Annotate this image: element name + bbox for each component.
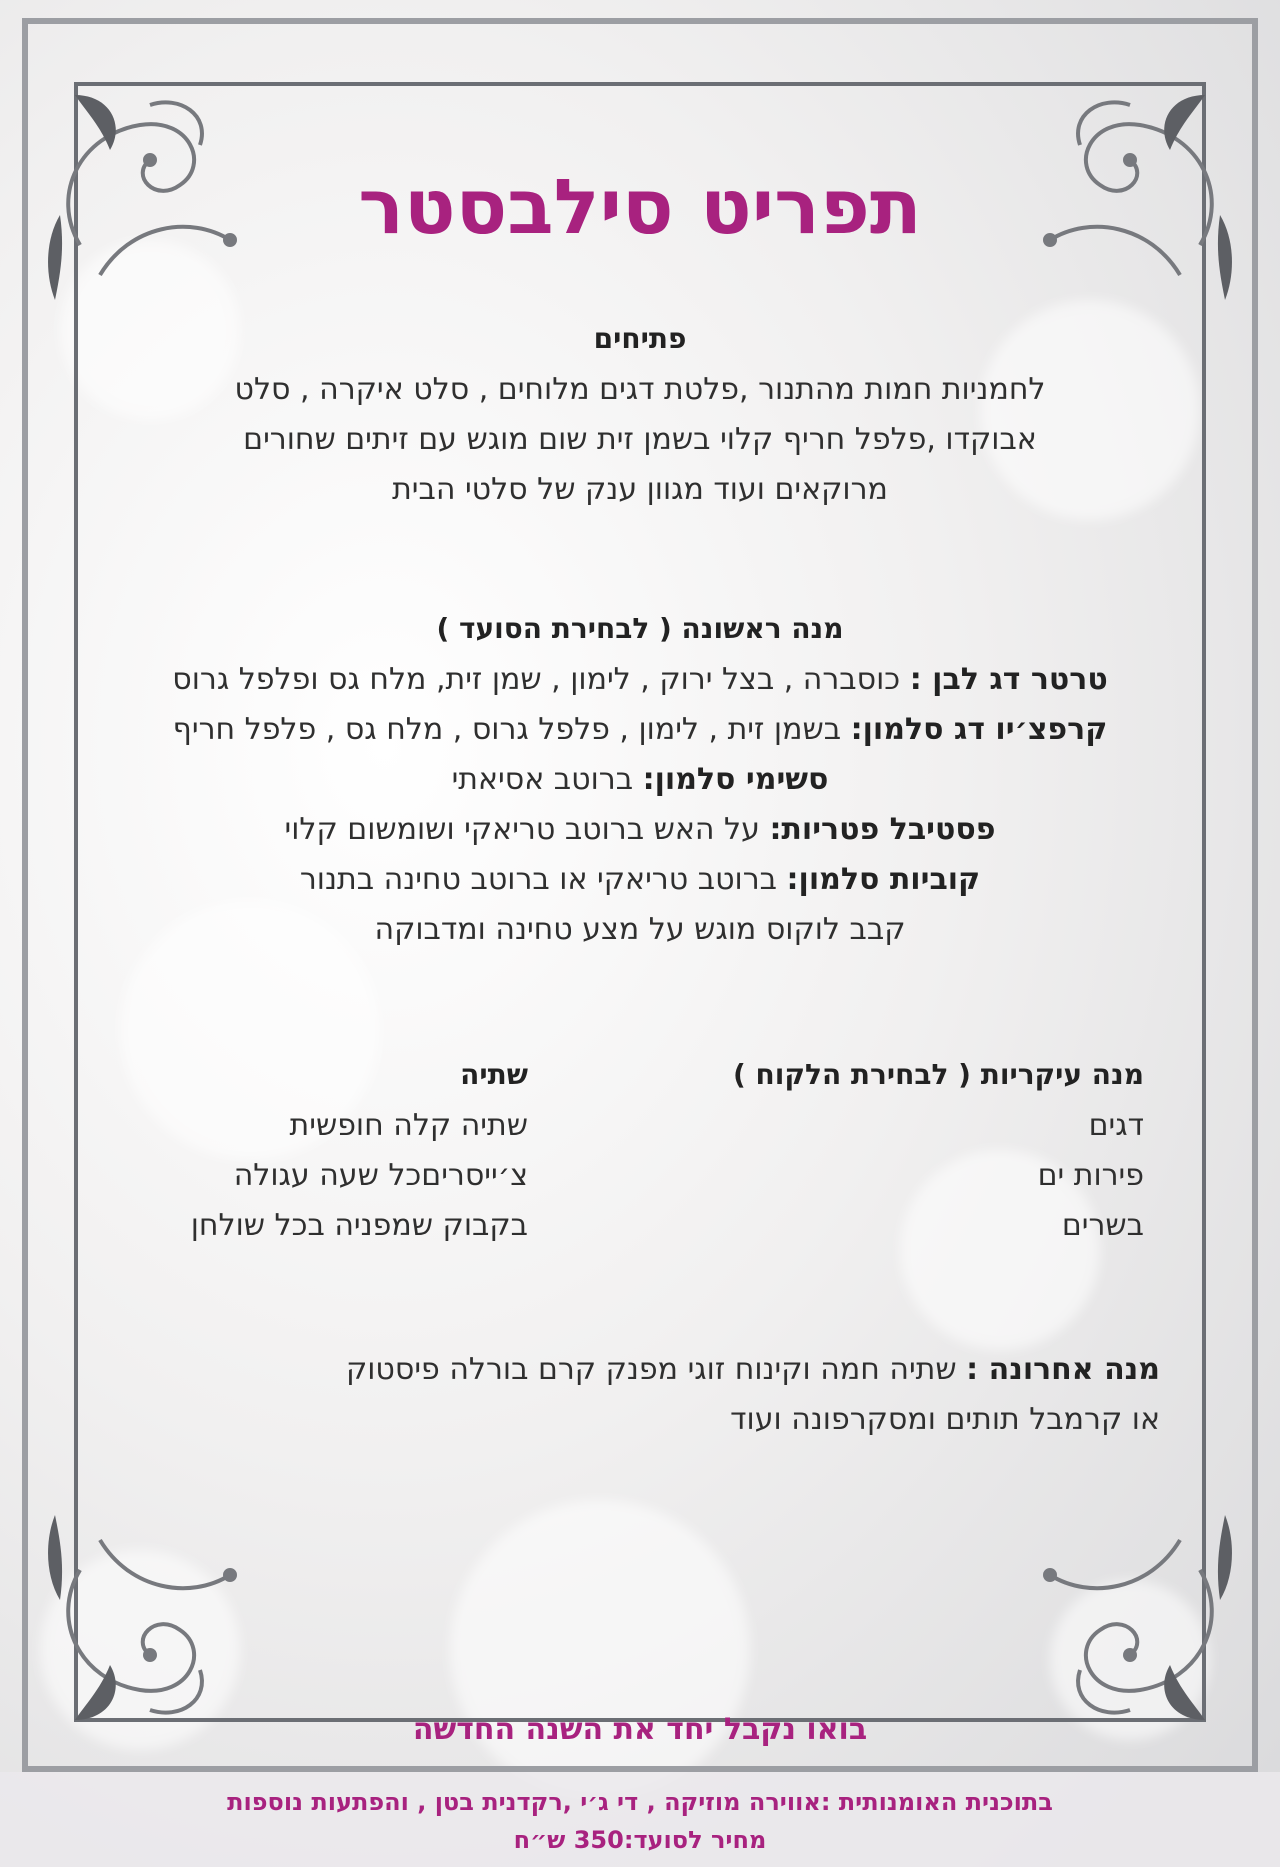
dessert-label: מנה אחרונה :: [966, 1352, 1160, 1387]
first-course-item: [0, 662, 1280, 697]
first-course-heading: מנה ראשונה ( לבחירת הסועד ): [436, 612, 844, 645]
dessert-line: [346, 1352, 1160, 1387]
item-text: ברוטב אסיאתי: [451, 762, 634, 797]
first-course-item: [0, 762, 1280, 797]
item-label: פסטיבל פטריות:: [769, 812, 996, 847]
item-text: בשמן זית , לימון , פלפל גרוס , מלח גס , פלפל חריף: [172, 712, 842, 747]
item-label: סשימי סלמון:: [642, 762, 829, 797]
dessert-text: שתיה חמה וקינוח זוגי מפנק קרם בורלה פיסטוק: [345, 1352, 957, 1387]
item-label: קוביות סלמון:: [786, 862, 981, 897]
starters-line: לחמניות חמות מהתנור ,פלטת דגים מלוחים , סלט איקרה , סלט: [234, 372, 1046, 407]
drinks-item: שתיה קלה חופשית: [289, 1108, 528, 1143]
drinks-item: בקבוק שמפניה בכל שולחן: [190, 1208, 528, 1243]
footer-slogan: בואו נקבל יחד את השנה החדשה: [412, 1712, 868, 1747]
footer-price: מחיר לסועד:350 ש״ח: [513, 1826, 767, 1854]
first-course-extra: קבב לוקוס מוגש על מצע טחינה ומדבוקה: [374, 912, 906, 947]
main-course-item: דגים: [1088, 1108, 1144, 1143]
first-course-item: [0, 862, 1280, 897]
footer-band: [0, 1772, 1280, 1867]
page-title: תפריט סילבסטר: [358, 162, 922, 251]
item-label: טרטר דג לבן :: [909, 662, 1108, 697]
footer-program: בתוכנית האומנותית :אווירה מוזיקה , די ג׳י ,רקדנית בטן , והפתעות נוספות: [227, 1788, 1053, 1816]
item-label: קרפצ׳יו דג סלמון:: [850, 712, 1108, 747]
item-text: כוסברה , בצל ירוק , לימון , שמן זית, מלח גס ופלפל גרוס: [172, 662, 901, 697]
dessert-line-2: או קרמבל תותים ומסקרפונה ועוד: [730, 1402, 1160, 1437]
main-course-item: פירות ים: [1037, 1158, 1144, 1193]
item-text: ברוטב טריאקי או ברוטב טחינה בתנור: [299, 862, 777, 897]
starters-heading: פתיחים: [593, 322, 687, 355]
drinks-item: צ׳ייסריםכל שעה עגולה: [233, 1158, 528, 1193]
first-course-item: [0, 812, 1280, 847]
main-course-item: בשרים: [1061, 1208, 1144, 1243]
main-course-heading: מנה עיקריות ( לבחירת הלקוח ): [733, 1058, 1144, 1091]
drinks-heading: שתיה: [460, 1058, 528, 1091]
starters-line: מרוקאים ועוד מגוון ענק של סלטי הבית: [392, 472, 888, 507]
item-text: על האש ברוטב טריאקי ושומשום קלוי: [284, 812, 760, 847]
starters-line: אבוקדו ,פלפל חריף קלוי בשמן זית שום מוגש עם זיתים שחורים: [243, 422, 1037, 457]
first-course-item: [0, 712, 1280, 747]
